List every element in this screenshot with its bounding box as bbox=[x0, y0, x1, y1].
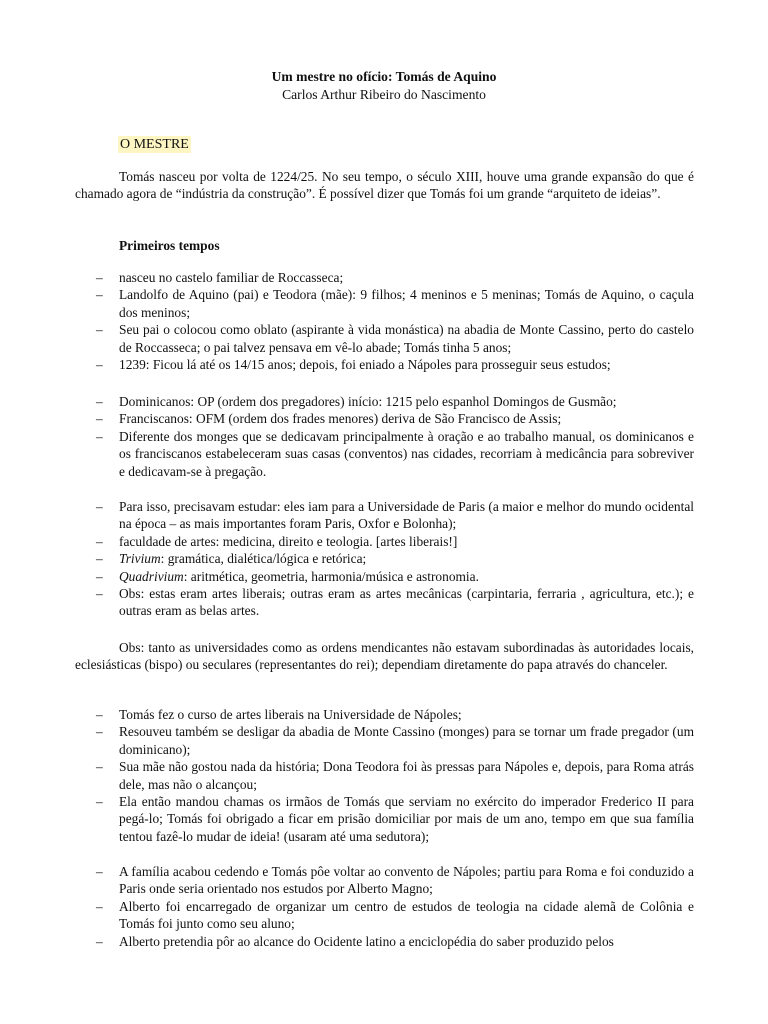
list-item: – A família acabou cedendo e Tomás pôe voltar ao convento de Nápoles; partiu para Roma e foi conduzido a Paris onde seria orientado nos estudos por Alberto Magno; bbox=[96, 864, 694, 897]
list-item: – Franciscanos: OFM (ordem dos frades menores) deriva de São Francisco de Assis; bbox=[96, 411, 562, 427]
list-item: – Sua mãe não gostou nada da história; Dona Teodora foi às pressas para Nápoles e, depois, para Roma atrás dele, mas não o alcançou; bbox=[96, 759, 694, 792]
list-mendicant-orders bbox=[0, 393, 768, 480]
document-author: Carlos Arthur Ribeiro do Nascimento bbox=[282, 87, 486, 102]
list-item: – Obs: estas eram artes liberais; outras eram as artes mecânicas (carpintaria, ferraria , agricultura, etc.); e outras eram as belas artes. bbox=[96, 586, 694, 619]
list-item: – Alberto foi encarregado de organizar um centro de estudos de teologia na cidade alemã de Colônia e Tomás foi junto como seu aluno; bbox=[96, 898, 694, 932]
list-item: – Alberto pretendia pôr ao alcance do Ocidente latino a enciclopédia do saber produzido pelos bbox=[96, 933, 614, 949]
section-heading: O MESTRE bbox=[120, 137, 189, 152]
list-item: – 1239: Ficou lá até os 14/15 anos; depois, foi eniado a Nápoles para prosseguir seus estudos; bbox=[96, 357, 611, 373]
list-studies-with-alberto bbox=[0, 863, 768, 950]
list-vocation bbox=[0, 706, 768, 845]
list-item: – Seu pai o colocou como oblato (aspirante à vida monástica) na abadia de Monte Cassino, perto do castelo de Roccasseca; o pai talvez pensava em vê-lo abade; Tomás tinha 5 anos; bbox=[96, 322, 694, 355]
list-item: – faculdade de artes: medicina, direito e teologia. [artes liberais!] bbox=[96, 533, 458, 549]
list-item: – nasceu no castelo familiar de Roccasseca; bbox=[96, 270, 344, 285]
list-early-life bbox=[0, 269, 768, 373]
obs-paragraph: Obs: tanto as universidades como as ordens mendicantes não estavam subordinadas às autoridades locais, eclesiásticas (bispo) ou seculares (representantes do rei); dependiam diretamente do papa através do chanceler. bbox=[75, 640, 694, 673]
list-item: – Trivium: gramática, dialética/lógica e retórica; bbox=[96, 551, 367, 567]
list-item: – Ela então mandou chamas os irmãos de Tomás que serviam no exército do imperador Frederico II para pegá-lo; Tomás foi obrigado a ficar em prisão domiciliar por mais de um ano, tempo em que sua família tentou fazê-lo mudar de ideia! (usaram até uma sedutora); bbox=[96, 794, 694, 844]
list-item: – Landolfo de Aquino (pai) e Teodora (mãe): 9 filhos; 4 meninos e 5 meninas; Tomás de Aquino, o caçula dos meninos; bbox=[96, 287, 694, 320]
list-item: – Quadrivium: aritmética, geometria, harmonia/música e astronomia. bbox=[96, 568, 479, 584]
list-item: – Diferente dos monges que se dedicavam principalmente à oração e ao trabalho manual, os dominicanos e os franciscanos estabeleceram suas casas (conventos) nas cidades, recorriam à medicância para sobreviver e dedicavam-se à pregação. bbox=[96, 428, 694, 479]
document-title: Um mestre no ofício: Tomás de Aquino bbox=[271, 69, 497, 84]
intro-paragraph: Tomás nasceu por volta de 1224/25. No seu tempo, o século XIII, houve uma grande expansão do que é chamado agora de “indústria da construção”. É possível dizer que Tomás foi um grande “arquiteto de ideias”. bbox=[75, 169, 694, 202]
list-item: – Para isso, precisavam estudar: eles iam para a Universidade de Paris (a maior e melhor do mundo ocidental na época – as mais importantes foram Paris, Oxfor e Bolonha); bbox=[96, 499, 694, 532]
list-item: – Resouveu também se desligar da abadia de Monte Cassino (monges) para se tornar um frade pregador (um dominicano); bbox=[96, 724, 694, 757]
list-university-studies bbox=[0, 498, 768, 620]
subheading-primeiros-tempos: Primeiros tempos bbox=[119, 238, 220, 253]
list-item: – Dominicanos: OP (ordem dos pregadores) início: 1215 pelo espanhol Domingos de Gusmão; bbox=[96, 394, 617, 409]
list-item: – Tomás fez o curso de artes liberais na Universidade de Nápoles; bbox=[96, 707, 462, 722]
